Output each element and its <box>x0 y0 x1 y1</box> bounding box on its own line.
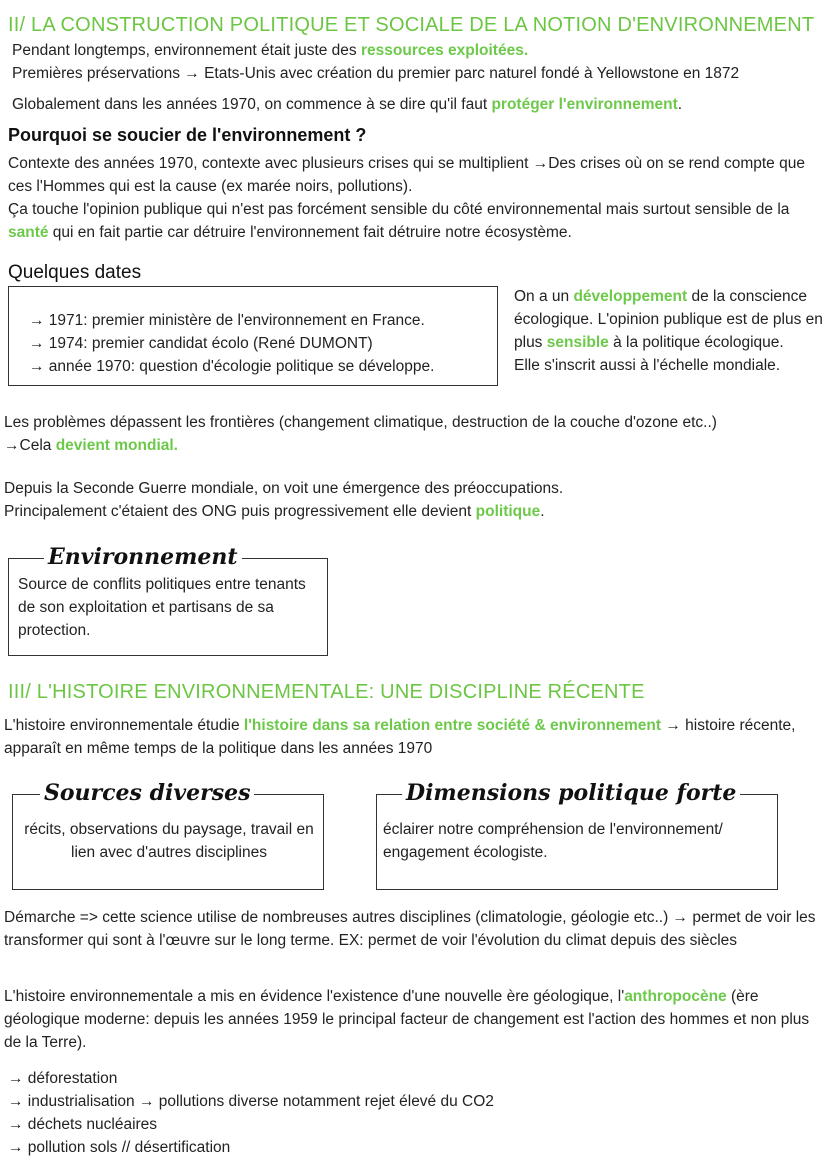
highlight-relation: l'histoire dans sa relation entre société & environnement <box>243 717 662 734</box>
intro-line-3 <box>12 94 682 116</box>
highlight-politique: politique <box>475 503 541 520</box>
demarche-paragraph: Démarche => cette science utilise de nombreuses autres disciplines (climatologie, géologie etc..) → permet de voir les transformer qui sont à l'œuvre sur le long terme. EX: permet de voir l'évolution du climat depuis des siècles <box>4 909 816 949</box>
side-note-b: de la conscience écologique. L'opinion publique est de plus en plus <box>514 288 823 351</box>
dimensions-text: éclairer notre compréhension de l'environnement/ engagement écologiste. <box>383 821 723 861</box>
side-note-a: On a un <box>514 288 574 305</box>
pourquoi-paragraph-1: Contexte des années 1970, contexte avec plusieurs crises qui se multiplient →Des crises où on se rend compte que ces l'Hommes qui est la cause (ex marée noirs, pollutions). <box>8 155 805 195</box>
environnement-box <box>8 558 328 656</box>
environnement-box-title: Environnement <box>44 543 242 571</box>
date-item-1974: → 1974: premier candidat écolo (René DUMONT) <box>29 335 373 352</box>
highlight-sensible: sensible <box>546 334 609 351</box>
highlight-mondial: devient mondial. <box>55 437 178 454</box>
sources-text: récits, observations du paysage, travail en lien avec d'autres disciplines <box>24 821 314 861</box>
side-note-d: Elle s'inscrit aussi à l'échelle mondiale. <box>514 357 781 374</box>
dimensions-box <box>376 794 778 890</box>
guerre-line-2-end: . <box>540 503 545 520</box>
guerre-line-2-text: Principalement c'étaient des ONG puis progressivement elle devient <box>4 503 476 520</box>
dates-box <box>8 286 498 386</box>
section-3-title: III/ L'HISTOIRE ENVIRONNEMENTALE: UNE DISCIPLINE RÉCENTE <box>8 681 645 703</box>
pourquoi-heading: Pourquoi se soucier de l'environnement ? <box>8 125 367 145</box>
highlight-developpement: développement <box>573 288 688 305</box>
pourquoi-p2-text: Ça touche l'opinion publique qui n'est pas forcément sensible du côté environnemental mais surtout sensible de la <box>8 201 790 218</box>
highlight-sante: santé <box>8 224 49 241</box>
section-2-title: II/ LA CONSTRUCTION POLITIQUE ET SOCIALE DE LA NOTION D'ENVIRONNEMENT <box>8 14 815 36</box>
guerre-line-2 <box>4 501 545 523</box>
list-item-industrialisation: → industrialisation → pollutions diverse notamment rejet élevé du CO2 <box>8 1093 494 1110</box>
sources-box <box>12 794 324 890</box>
intro-line-3-end: . <box>677 96 683 113</box>
mondial-line-2 <box>4 435 178 457</box>
mondial-arrow-text: →Cela <box>4 437 56 454</box>
section-3-p-end: → histoire récente, apparaît en même temps de la politique dans les années 1970 <box>4 717 796 757</box>
date-item-1971: → 1971: premier ministère de l'environnement en France. <box>29 312 425 329</box>
anthro-end: (ère géologique moderne: depuis les années 1959 le principal facteur de changement est l'action des hommes et non plus de la Terre). <box>4 988 810 1051</box>
pourquoi-paragraph-2 <box>8 198 824 244</box>
anthropocene-paragraph <box>4 985 822 1054</box>
intro-line-3-text: Globalement dans les années 1970, on commence à se dire qu'il faut <box>12 96 492 113</box>
intro-line-1-text: Pendant longtemps, environnement était juste des <box>12 42 361 59</box>
guerre-line-1: Depuis la Seconde Guerre mondiale, on voit une émergence des préoccupations. <box>4 480 564 497</box>
environnement-definition: Source de conflits politiques entre tenants de son exploitation et partisans de sa protection. <box>18 576 306 639</box>
list-item-deforestation: → déforestation <box>8 1070 118 1087</box>
side-note-c: à la politique écologique. <box>608 334 784 351</box>
section-3-paragraph <box>4 714 822 760</box>
highlight-anthropocene: anthropocène <box>624 988 727 1005</box>
highlight-proteger: protéger l'environnement <box>491 96 678 113</box>
dates-heading: Quelques dates <box>8 262 142 283</box>
intro-line-1 <box>12 40 528 62</box>
section-3-p-text: L'histoire environnementale étudie <box>4 717 244 734</box>
pourquoi-p2-end: qui en fait partie car détruire l'environnement fait détruire notre écosystème. <box>48 224 572 241</box>
mondial-line-1: Les problèmes dépassent les frontières (changement climatique, destruction de la couche d'ozone etc..) <box>4 414 717 431</box>
intro-line-2: Premières préservations → Etats-Unis avec création du premier parc naturel fondé à Yellowstone en 1872 <box>12 65 740 82</box>
date-item-1970: → année 1970: question d'écologie politique se développe. <box>29 358 435 375</box>
dimensions-box-title: Dimensions politique forte <box>402 779 740 807</box>
list-item-dechets: → déchets nucléaires <box>8 1116 158 1133</box>
highlight-ressources: ressources exploitées. <box>360 42 529 59</box>
dates-side-note <box>514 285 828 377</box>
list-item-pollution-sols: → pollution sols // désertification <box>8 1139 231 1156</box>
sources-box-title: Sources diverses <box>40 779 254 807</box>
anthro-text: L'histoire environnementale a mis en évidence l'existence d'une nouvelle ère géologique, l' <box>4 988 625 1005</box>
